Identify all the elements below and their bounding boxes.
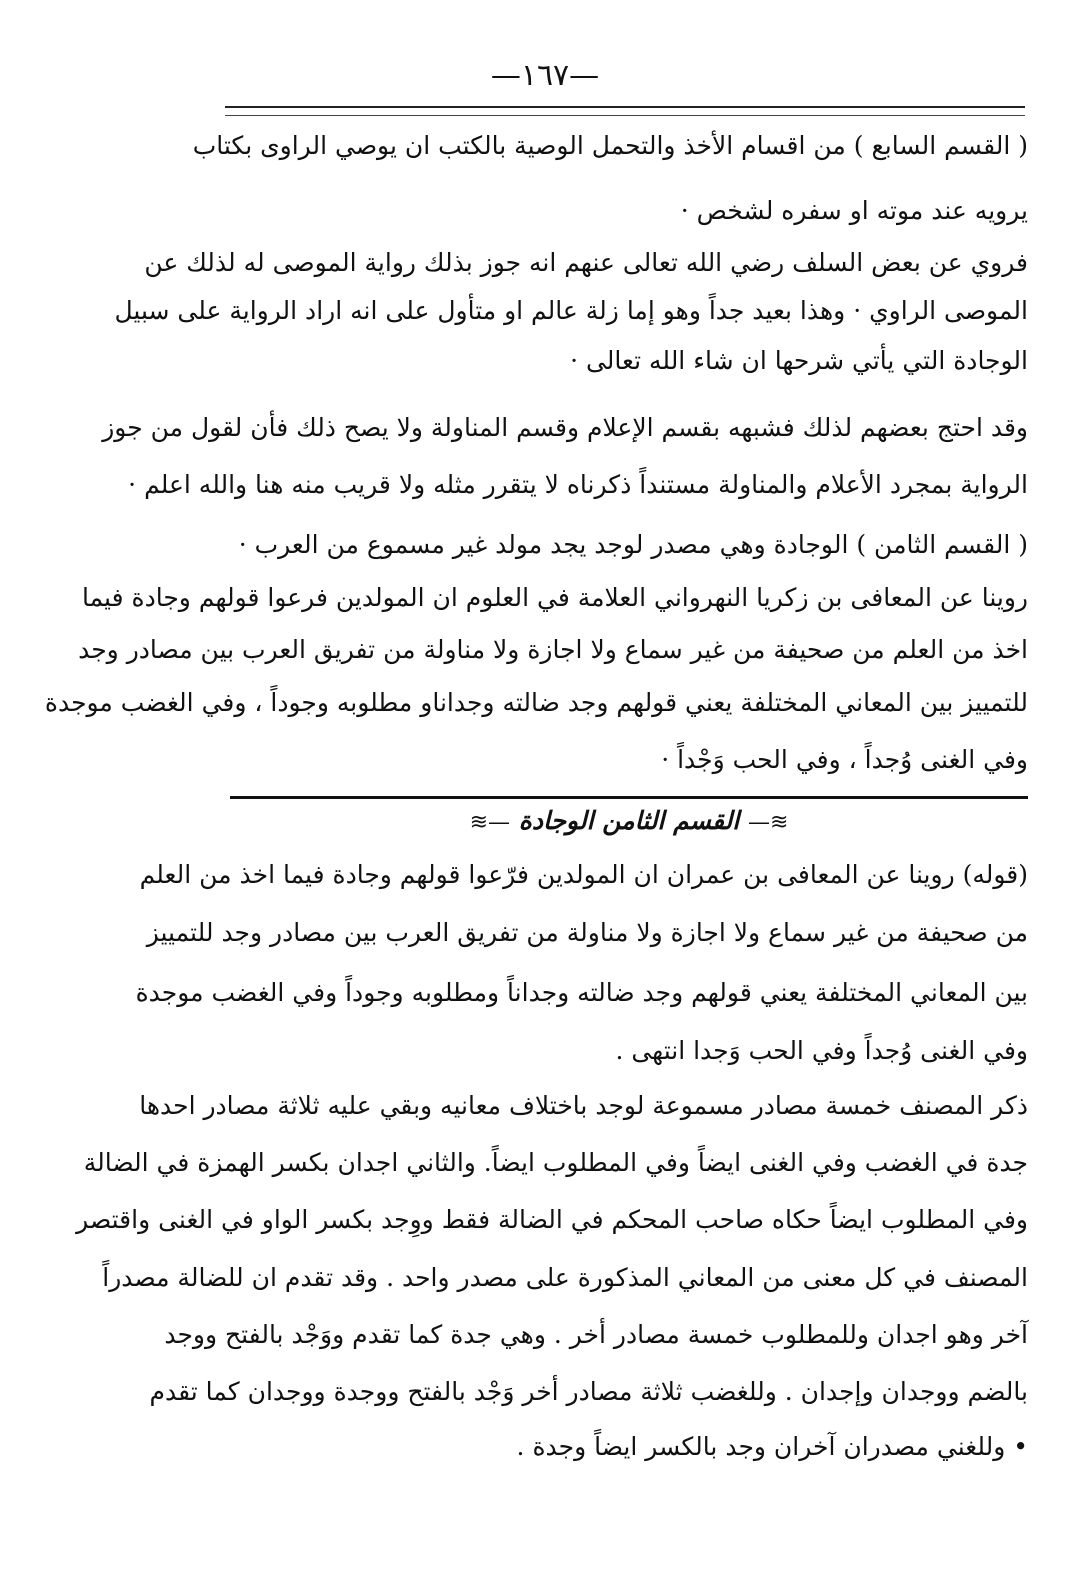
lower-line <box>139 1091 1028 1120</box>
text-line: ذكر المصنف خمسة مصادر مسموعة لوجد باختلاف معانيه وبقي عليه ثلاثة مصادر احدها <box>139 1091 1028 1120</box>
upper-line <box>128 470 1028 499</box>
lower-line <box>164 1320 1028 1349</box>
upper-line <box>192 131 1028 160</box>
upper-line <box>44 688 1028 717</box>
ornament-left: —≋ <box>469 810 511 835</box>
lower-line <box>76 1205 1028 1234</box>
upper-line <box>222 530 1028 559</box>
lower-line <box>222 1036 1028 1065</box>
ornament-right: ≋— <box>747 810 789 835</box>
upper-line <box>222 196 1028 225</box>
text-line: فروي عن بعض السلف رضي الله تعالى عنهم انه جوز بذلك رواية الموصى له لذلك عن <box>144 248 1028 277</box>
text-line: روينا عن المعافى بن زكريا النهرواني العلامة في العلوم ان المولدين فرعوا قولهم وجادة فيما <box>81 583 1028 612</box>
upper-line <box>81 583 1028 612</box>
lower-line <box>135 978 1028 1007</box>
text-line: بين المعاني المختلفة يعني قولهم وجد ضالته وجداناً ومطلوبه وجوداً وفي الغضب موجدة <box>135 978 1028 1007</box>
text-line: آخر وهو اجدان وللمطلوب خمسة مصادر أخر . وهي جدة كما تقدم ووَجْد بالفتح ووجد <box>164 1320 1028 1349</box>
text-line: وفي الغنى وُجداً ، وفي الحب وَجْداً · <box>661 745 1028 774</box>
text-line: الموصى الراوي · وهذا بعيد جداً وهو إما زلة عالم او متأول على انه اراد الرواية على سبيل <box>114 296 1028 325</box>
text-line: للتمييز بين المعاني المختلفة يعني قولهم وجد ضالته وجداناو مطلوبه وجوداً ، وفي الغضب موجدة <box>44 688 1028 717</box>
lower-line <box>139 860 1028 889</box>
text-line: ( القسم السابع ) من اقسام الأخذ والتحمل الوصية بالكتب ان يوصي الراوى بكتاب <box>192 131 1028 160</box>
header-rule <box>225 106 1025 116</box>
section-heading-text: القسم الثامن الوجادة <box>518 806 740 835</box>
lower-line <box>146 918 1028 947</box>
text-line: وفي الغنى وُجداً وفي الحب وَجدا انتهى . <box>615 1036 1028 1065</box>
text-line: يرويه عند موته او سفره لشخص · <box>680 196 1028 225</box>
text-line: • وللغني مصدران آخران وجد بالكسر ايضاً وجدة . <box>516 1432 1028 1461</box>
text-line: (قوله) روينا عن المعافى بن عمران ان المولدين فرّعوا قولهم وجادة فيما اخذ من العلم <box>139 860 1028 889</box>
section-divider <box>230 796 1028 799</box>
lower-line <box>102 1263 1028 1292</box>
text-line: الوجادة التي يأتي شرحها ان شاء الله تعالى · <box>570 346 1028 375</box>
text-line: وقد احتج بعضهم لذلك فشبهه بقسم الإعلام وقسم المناولة ولا يصح ذلك فأن لقول من جوز <box>102 413 1028 442</box>
upper-line <box>144 248 1028 277</box>
text-line: بالضم ووجدان وإجدان . وللغضب ثلاثة مصادر أخر وَجْد بالفتح ووجدة ووجدان كما تقدم <box>149 1377 1028 1406</box>
lower-line <box>222 1432 1028 1461</box>
text-line: المصنف في كل معنى من المعاني المذكورة على مصدر واحد . وقد تقدم ان للضالة مصدراً <box>102 1263 1028 1292</box>
upper-line <box>222 346 1028 375</box>
upper-line <box>114 296 1028 325</box>
text-line: ( القسم الثامن ) الوجادة وهي مصدر لوجد يجد مولد غير مسموع من العرب · <box>238 530 1028 559</box>
text-line: وفي المطلوب ايضاً حكاه صاحب المحكم في الضالة فقط ووِجد بكسر الواو في الغنى واقتصر <box>76 1205 1028 1234</box>
lower-line <box>83 1148 1028 1177</box>
upper-line <box>102 413 1028 442</box>
text-line: جدة في الغضب وفي الغنى ايضاً وفي المطلوب ايضاً. والثاني اجدان بكسر الهمزة في الضالة <box>83 1148 1028 1177</box>
text-line: الرواية بمجرد الأعلام والمناولة مستنداً ذكرناه لا يتقرر مثله ولا قريب منه هنا والله اعلم · <box>128 470 1028 499</box>
text-line: اخذ من العلم من صحيفة من غير سماع ولا اجازة ولا مناولة من تفريق العرب بين مصادر وجد <box>78 635 1028 664</box>
upper-line <box>222 745 1028 774</box>
page-number: —١٦٧— <box>490 58 600 93</box>
upper-line <box>78 635 1028 664</box>
section-heading <box>230 806 1028 835</box>
text-line: من صحيفة من غير سماع ولا اجازة ولا مناولة من تفريق العرب بين مصادر وجد للتمييز <box>146 918 1028 947</box>
lower-line <box>149 1377 1028 1406</box>
